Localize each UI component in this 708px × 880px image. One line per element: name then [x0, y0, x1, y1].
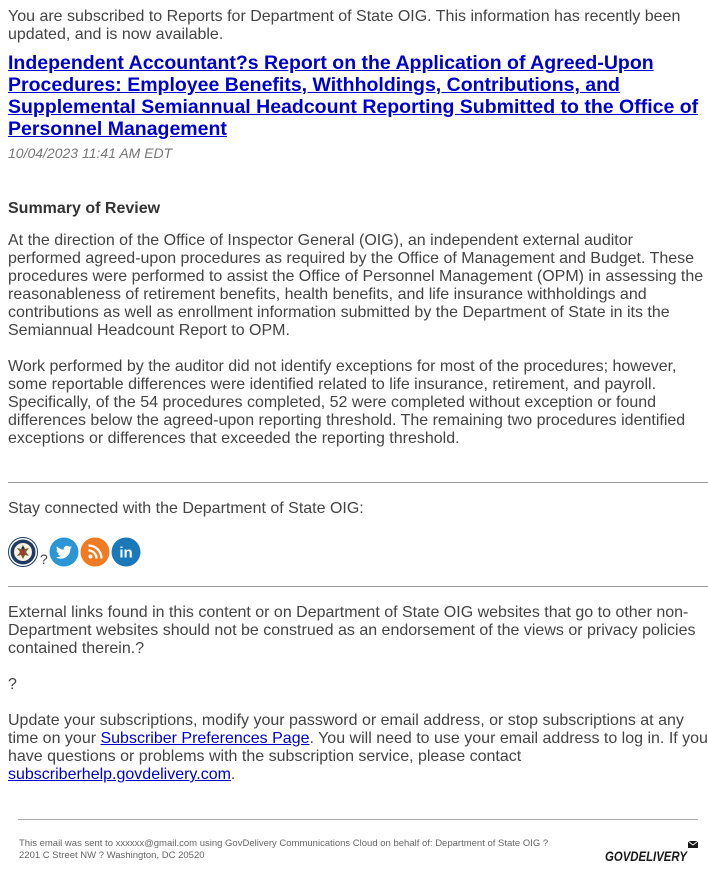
subscription-management-text: [8, 712, 708, 784]
email-body: [8, 8, 708, 784]
publish-date: 10/04/2023 11:41 AM EDT: [8, 145, 173, 161]
subscriber-preferences-link[interactable]: Subscriber Preferences Page: [100, 730, 310, 747]
update-text-middle: . You will need to use your email address to log in. If you have questions or problems with the subscription service, please contact: [8, 730, 708, 765]
linkedin-icon-label: in: [119, 544, 133, 562]
report-headline: [8, 52, 708, 140]
email-footer: [19, 838, 548, 862]
footer-sent-to: This email was sent to xxxxxx@gmail.com using GovDelivery Communications Cloud on behalf of: Department of State OIG ?: [19, 838, 549, 849]
rss-icon[interactable]: [80, 537, 110, 567]
govdelivery-logo[interactable]: [603, 840, 699, 866]
external-links-disclaimer: External links found in this content or on Department of State OIG websites that go to other non-Department websites should not be construed as an endorsement of the views or privacy policies contained therein.?: [8, 604, 696, 657]
subscriber-help-link[interactable]: subscriberhelp.govdelivery.com: [8, 766, 231, 783]
envelope-icon: [688, 841, 698, 848]
divider: [8, 482, 708, 483]
twitter-icon[interactable]: [49, 537, 79, 567]
summary-paragraph: Work performed by the auditor did not identify exceptions for most of the procedures; however, some reportable differences were identified related to life insurance, retirement, and payroll. Specifically, of the 54 procedures completed, 52 were completed without exception or found differences below the agreed-upon reporting threshold. The remaining two procedures identified exceptions or differences that exceeded the reporting threshold.: [8, 358, 686, 447]
placeholder-text: ?: [8, 676, 17, 693]
subscription-intro: You are subscribed to Reports for Department of State OIG. This information has recently been updated, and is now available.: [8, 8, 681, 43]
summary-paragraph: At the direction of the Office of Inspector General (OIG), an independent external auditor performed agreed-upon procedures as required by the Office of Management and Budget. These procedures were performed to assist the Office of Personnel Management (OPM) in assessing the reasonableness of retirement benefits, health benefits, and life insurance withholdings and contributions as well as enrollment information submitted by the Department of State in its the Semiannual Headcount Report to OPM.: [8, 232, 704, 339]
linkedin-icon[interactable]: [111, 537, 141, 567]
logo-wordmark: GOVDELIVERY: [605, 849, 689, 864]
footer-address: 2201 C Street NW ? Washington, DC 20520: [19, 850, 205, 861]
state-seal-icon[interactable]: [8, 537, 38, 567]
summary-heading: Summary of Review: [8, 200, 161, 217]
report-title-link[interactable]: Independent Accountant?s Report on the Application of Agreed-Upon Procedures: Employee Benefits, Withholdings, Contributions, and Supplemental Semiannual Headcount Reporting Submitted to the Office of Personnel Management: [8, 52, 699, 140]
update-text-before: Update your subscriptions, modify your password or email address, or stop subscriptions at any time on your: [8, 712, 684, 747]
social-links: [8, 535, 708, 567]
stay-connected-text: Stay connected with the Department of State OIG:: [8, 500, 364, 517]
divider: [8, 586, 708, 587]
update-text-after: .: [230, 766, 236, 783]
separator-text: ?: [40, 551, 48, 567]
footer-divider: [18, 819, 698, 820]
